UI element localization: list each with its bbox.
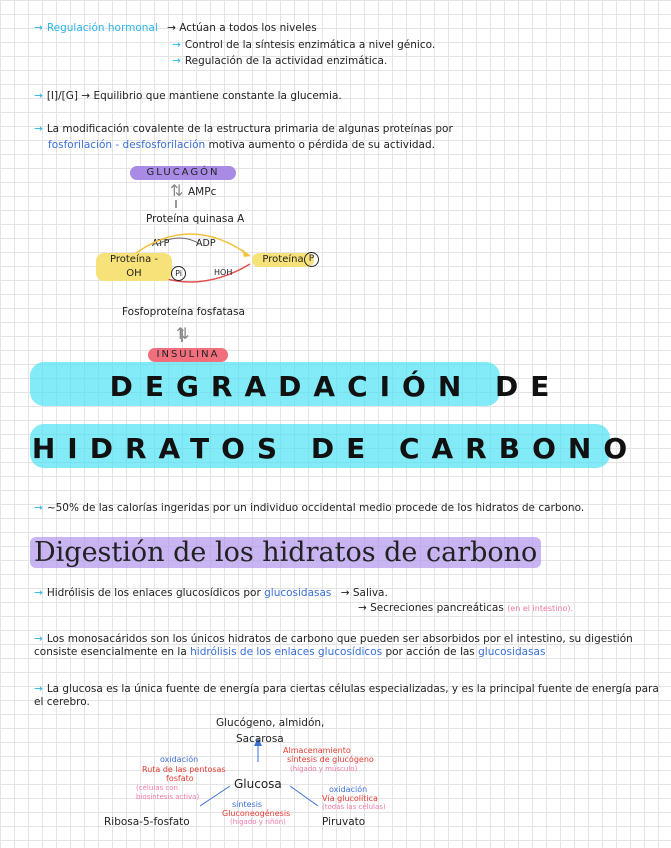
- all-cells-label: (todas las células): [322, 803, 386, 811]
- arrow-icon: →: [34, 587, 43, 599]
- arrow-icon: →: [172, 55, 181, 67]
- regulation-act: Actúan a todos los niveles: [179, 22, 317, 34]
- hydrolysis-text: Hidrólisis de los enlaces glucosídicos por: [46, 587, 261, 599]
- protein-p-pill: Proteína: [252, 253, 314, 267]
- storage-label: Almacenamiento: [283, 746, 351, 755]
- amp-label: AMPc: [188, 186, 217, 198]
- phosphate-circle: P: [304, 252, 319, 267]
- oxidation-right-label: oxidación: [329, 785, 368, 794]
- glucagon-pill: GLUCAGÓN: [130, 166, 236, 180]
- monosaccharides-text: Los monosacáridos son los únicos hidratos de carbono que pueden ser absorbidos por el intestino, su digestión consiste esencialmente en la: [34, 633, 633, 658]
- calories-paragraph: [34, 502, 654, 515]
- protein-oh-label: Proteína -OH: [110, 254, 158, 279]
- glycolytic-label: Vía glucolítica: [322, 794, 378, 803]
- arrow-icon: →: [34, 123, 43, 135]
- bullet-text: Control de la síntesis enzimática a nivel génico.: [184, 39, 436, 51]
- arrow-line: [290, 786, 318, 806]
- up-down-arrows-icon: ⇅: [176, 324, 190, 343]
- glycogen-synthesis-label: síntesis de glucógeno: [287, 755, 374, 764]
- saliva-text: → Saliva.: [340, 587, 388, 599]
- arrow-icon: →: [34, 90, 43, 102]
- hydrolysis-row: [34, 587, 388, 600]
- pancreatic-row: [358, 602, 573, 615]
- bullet-text: Regulación de la actividad enzimática.: [184, 55, 388, 67]
- digestion-heading: [30, 537, 541, 568]
- covalent-text: La modificación covalente de la estructura primaria de algunas proteínas por: [46, 123, 453, 135]
- arrow-icon: →: [34, 502, 43, 514]
- equilibrium-text: [I]/[G] → Equilibrio que mantiene constante la glucemia.: [46, 90, 342, 102]
- glucose-text: La glucosa es la única fuente de energía para ciertas células especializadas, y es la principal fuente de energía para el cerebro.: [34, 683, 659, 708]
- protein-oh-pill: [96, 253, 172, 281]
- action-text: por acción de las: [385, 646, 475, 658]
- glucosidasas-text: glucosidasas: [264, 587, 332, 599]
- biosynthesis-cells-label: (células con biosíntesis activa): [136, 784, 200, 801]
- adp-label: ADP: [196, 238, 216, 249]
- glucose-center: Glucosa: [234, 777, 282, 791]
- arrow-icon: →: [172, 39, 181, 51]
- pi-circle: Pi: [171, 266, 186, 281]
- arrow-icon: →: [167, 22, 176, 34]
- pancreatic-text: → Secreciones pancreáticas: [358, 602, 504, 614]
- arrow-icon: →: [34, 633, 43, 645]
- insulin-pill: INSULINA: [148, 348, 228, 362]
- synthesis-label: síntesis: [232, 800, 263, 809]
- sucrose-label: Sacarosa: [236, 733, 284, 745]
- digestion-heading-text: Digestión de los hidratos de carbono: [30, 537, 541, 568]
- hydrolysis-highlight: hidrólisis de los enlaces glucosídicos: [190, 646, 383, 658]
- glucose-paragraph: [34, 683, 664, 709]
- arrow-icon: →: [34, 683, 43, 695]
- pyruvate-label: Piruvato: [322, 816, 366, 828]
- calories-text: ~50% de las calorías ingeridas por un individuo occidental medio procede de los hidratos de carbono.: [46, 502, 585, 514]
- upper-arrowhead: [242, 249, 250, 257]
- intestine-text: (en el intestino).: [507, 604, 574, 613]
- atp-label: ATP: [152, 238, 170, 249]
- title-line-1: DEGRADACIÓN DE: [109, 370, 562, 403]
- glycogen-label: Glucógeno, almidón,: [216, 717, 325, 729]
- monosaccharides-paragraph: [34, 633, 664, 659]
- ribose-label: Ribosa-5-fosfato: [104, 816, 190, 828]
- arrow-icon: →: [34, 22, 43, 34]
- kinase-label: Proteína quinasa A: [146, 213, 245, 225]
- phosphate-label: fosfato: [166, 774, 194, 783]
- phosphatase-label: Fosfoproteína fosfatasa: [122, 306, 245, 318]
- liver-muscle-label: (hígado y músculo): [290, 765, 358, 773]
- title-line-2: HIDRATOS DE CARBONO: [31, 432, 640, 465]
- regulation-label: Regulación hormonal: [46, 22, 158, 34]
- hoh-label: HOH: [214, 268, 233, 277]
- glucosidasas-text-2: glucosidasas: [478, 646, 546, 658]
- oxidation-left-label: oxidación: [160, 755, 199, 764]
- up-down-arrows-icon: ⇅: [170, 181, 184, 200]
- gluconeogenesis-label: Gluconeogénesis: [222, 809, 291, 818]
- pentose-route-label: Ruta de las pentosas: [142, 765, 226, 774]
- covalent-text-2: motiva aumento o pérdida de su actividad.: [208, 139, 435, 151]
- liver-kidney-label: (hígado y riñón): [230, 818, 286, 826]
- phosphorylation-text: fosforilación - desfosforilación: [48, 139, 206, 151]
